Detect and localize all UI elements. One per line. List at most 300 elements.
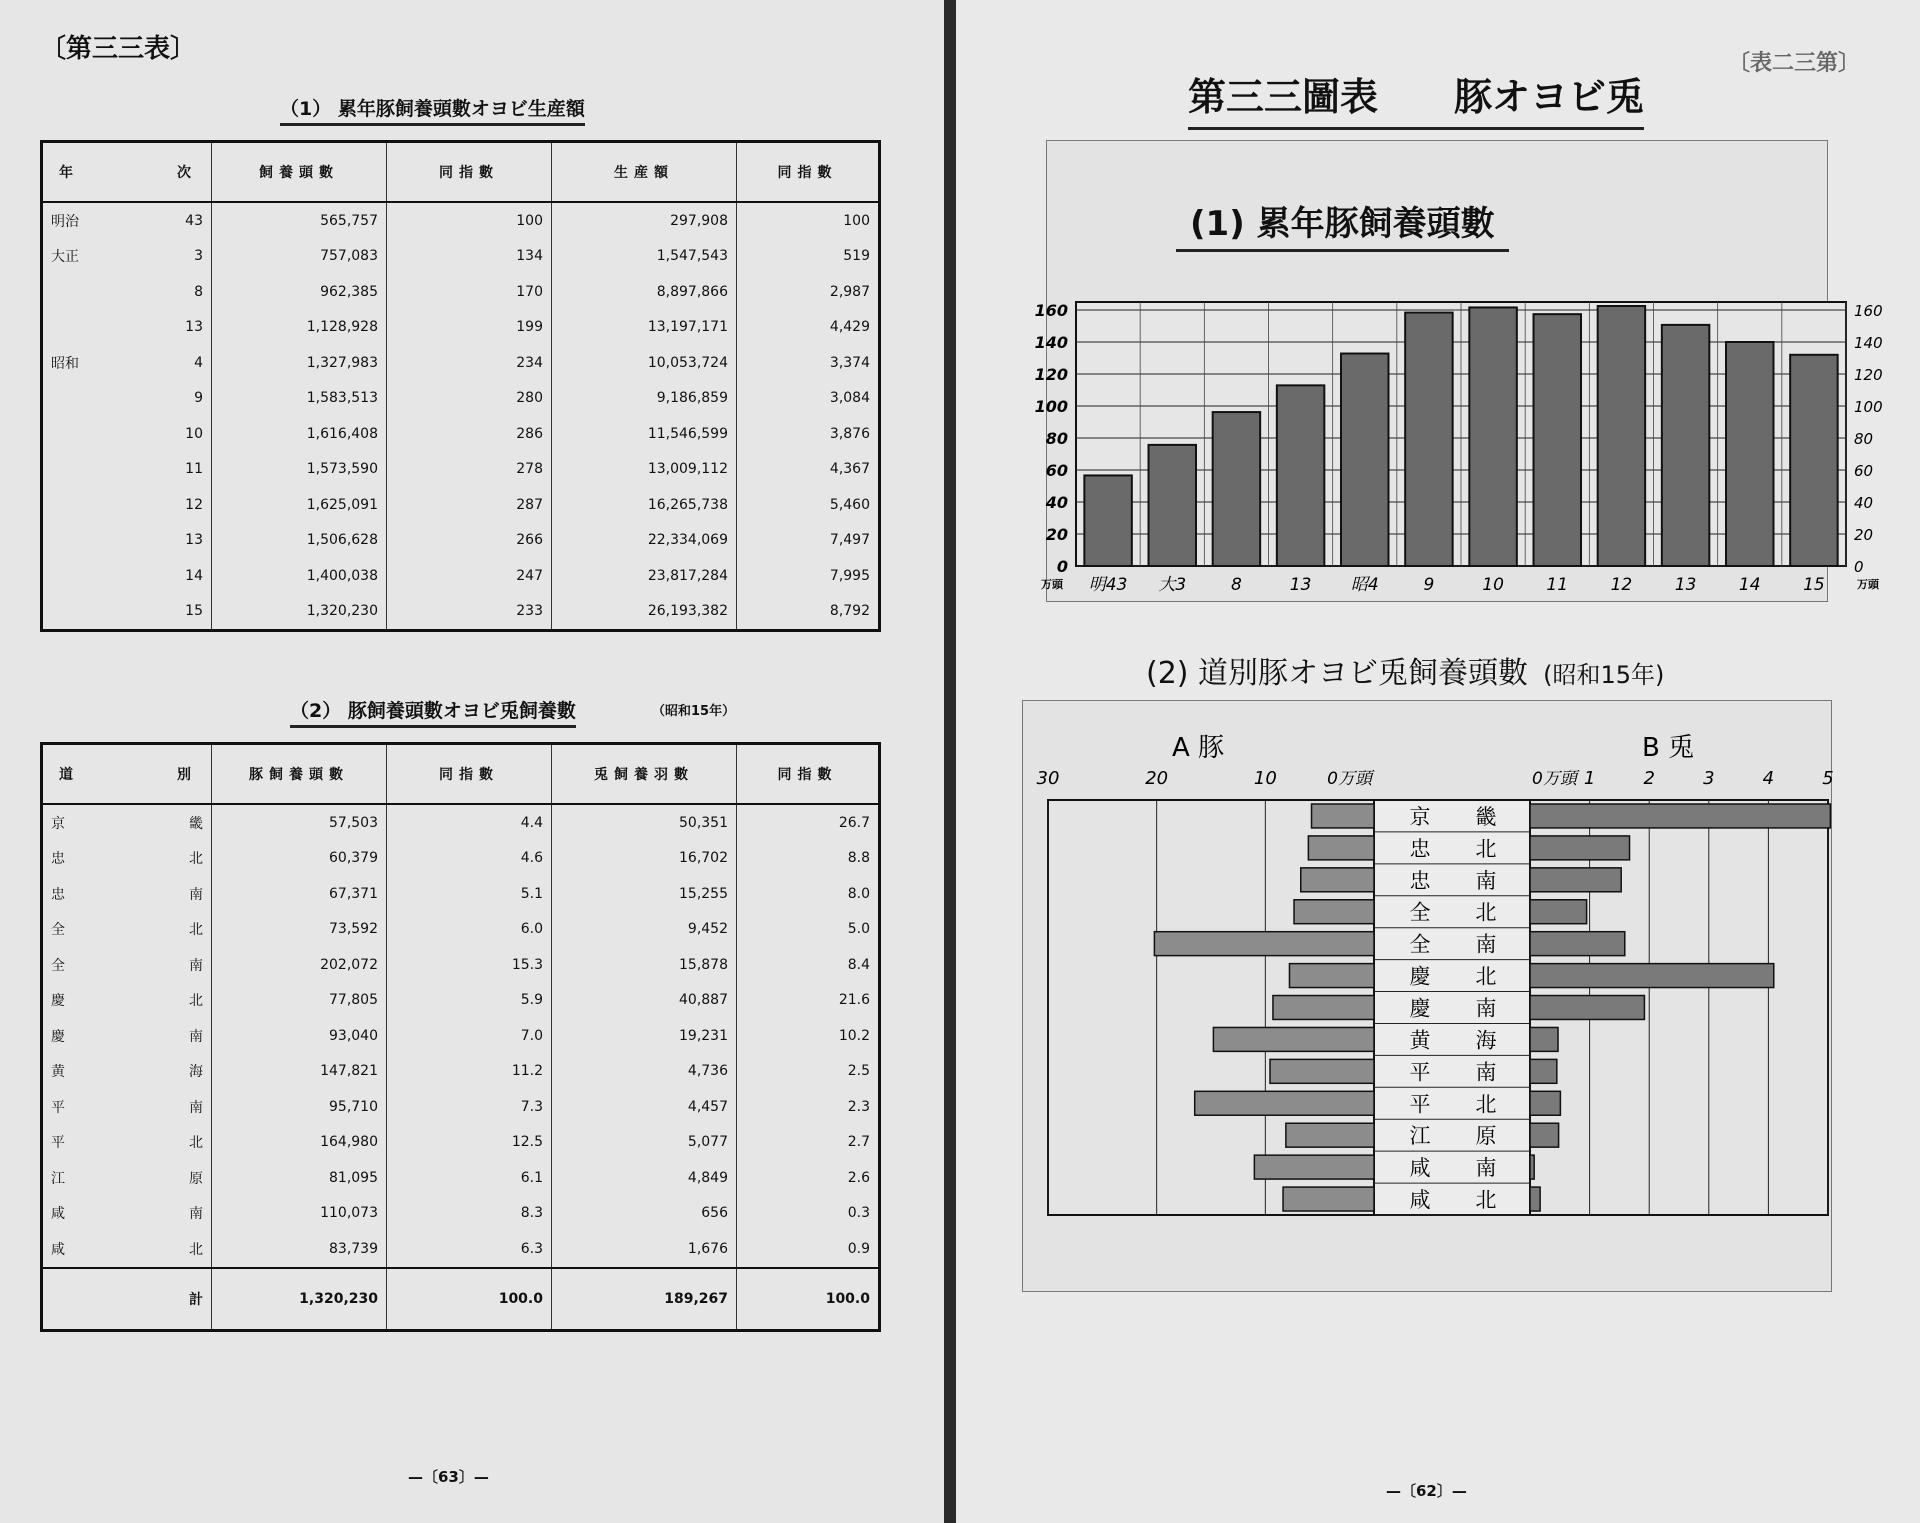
index-cell: 286 [387, 416, 552, 452]
table-row [42, 1231, 880, 1268]
production-cell: 297,908 [552, 202, 737, 239]
province-sub-cell: 海 [189, 1064, 203, 1081]
rabbit-count-cell: 50,351 [552, 804, 737, 841]
chart1-xtick-label: 13 [1674, 575, 1697, 595]
pig-index-cell: 4.6 [387, 841, 552, 877]
chart1-title: (1) 累年豚飼養頭數 [1190, 204, 1495, 244]
head-count-cell: 1,320,230 [212, 594, 387, 631]
province-sub-cell: 南 [189, 957, 203, 974]
year-cell: 12 [185, 496, 203, 513]
rabbit-index-cell: 8.8 [737, 841, 880, 877]
chart1-ytick-label-right: 160 [1854, 302, 1883, 320]
chart1-xtick-label: 昭4 [1350, 575, 1379, 595]
table-row [42, 1160, 880, 1196]
table1-caption: （1） 累年豚飼養頭數オヨビ生産額 [280, 94, 585, 126]
rabbit-index-cell: 2.6 [737, 1160, 880, 1196]
rabbit-index-cell: 8.0 [737, 876, 880, 912]
chart2-pig-bar [1286, 1123, 1374, 1147]
rabbit-count-cell: 5,077 [552, 1125, 737, 1161]
table-row [42, 876, 880, 912]
header-rabbit-index: 同指數 [737, 744, 880, 805]
chart2-category-label: 南 [1475, 996, 1497, 1021]
pig-index-cell: 7.3 [387, 1089, 552, 1125]
rabbit-count-cell: 15,255 [552, 876, 737, 912]
rabbit-index-cell: 10.2 [737, 1018, 880, 1054]
chart2-right-tick-label: 5 [1822, 768, 1834, 789]
head-count-cell: 1,400,038 [212, 558, 387, 594]
chart2-left-tick-label: 30 [1036, 768, 1060, 789]
index2-cell: 100 [737, 202, 880, 239]
pig-index-cell: 8.3 [387, 1196, 552, 1232]
total-label-cell: 計 [132, 1268, 212, 1331]
figure-title: 第三三圖表 豚オヨビ兎 [1188, 66, 1644, 130]
head-count-cell: 1,128,928 [212, 310, 387, 346]
page-number-right: —〔62〕— [1386, 1482, 1467, 1500]
index2-cell: 8,792 [737, 594, 880, 631]
table1 [40, 140, 881, 632]
chart1-ytick-label-right: 80 [1854, 430, 1874, 448]
chart2-category-label: 北 [1475, 900, 1497, 925]
production-cell: 22,334,069 [552, 523, 737, 559]
chart1-ytick-label-left: 20 [1045, 525, 1068, 544]
table-row [42, 345, 880, 381]
pig-count-cell: 202,072 [212, 947, 387, 983]
chart1-xtick-label: 10 [1482, 575, 1504, 595]
province-sub-cell: 北 [189, 851, 203, 868]
chart2-right-tick-label: 1 [1583, 768, 1596, 789]
chart1-bar [1084, 475, 1131, 566]
chart2-svg [1022, 700, 1882, 1220]
table-row [42, 1018, 880, 1054]
header-province: 道 [42, 744, 132, 805]
pig-count-cell: 95,710 [212, 1089, 387, 1125]
chart2-pig-bar [1312, 804, 1374, 828]
province-cell: 京 [51, 815, 65, 832]
chart2-right-unit-label: 0万頭 [1532, 769, 1577, 789]
chart2-category-label: 北 [1475, 964, 1497, 989]
era-cell [42, 594, 132, 631]
head-count-cell: 1,327,983 [212, 345, 387, 381]
chart2-category-label: 咸 [1409, 1156, 1431, 1181]
header-pig-count: 豚飼養頭數 [212, 744, 387, 805]
head-count-cell: 962,385 [212, 274, 387, 310]
chart1-bar [1341, 354, 1388, 566]
year-cell: 11 [185, 461, 203, 478]
chart2-category-label: 全 [1409, 932, 1431, 957]
chart2-rabbit-bar [1530, 996, 1644, 1020]
rabbit-count-cell: 9,452 [552, 912, 737, 948]
chart2-category-label: 南 [1475, 932, 1497, 957]
chart2-pig-bar [1308, 836, 1374, 860]
index-cell: 234 [387, 345, 552, 381]
chart2-rabbit-bar [1530, 1123, 1559, 1147]
chart2-left-tick-label: 20 [1145, 768, 1169, 789]
rabbit-index-cell: 5.0 [737, 912, 880, 948]
table2 [40, 742, 881, 1332]
chart2-category-label: 平 [1409, 1092, 1431, 1117]
head-count-cell: 1,583,513 [212, 381, 387, 417]
province-cell: 咸 [51, 1206, 65, 1223]
year-cell: 14 [185, 567, 203, 584]
chart2-rabbit-bar [1530, 932, 1625, 956]
header-year-sub: 次 [132, 142, 212, 203]
province-cell: 全 [51, 922, 65, 939]
chart2-category-label: 畿 [1475, 804, 1497, 829]
rabbit-index-cell: 2.7 [737, 1125, 880, 1161]
total-pig-cell: 1,320,230 [212, 1268, 387, 1331]
index-cell: 199 [387, 310, 552, 346]
chart1-ytick-label-right: 100 [1854, 398, 1883, 416]
chart1-bar [1149, 445, 1196, 566]
total-blank-cell [42, 1268, 132, 1331]
chart2-category-label: 京 [1409, 804, 1431, 829]
index2-cell: 5,460 [737, 487, 880, 523]
table-row [42, 983, 880, 1019]
chart2-pig-bar [1301, 868, 1374, 892]
pig-count-cell: 60,379 [212, 841, 387, 877]
chart2-pig-bar [1294, 900, 1374, 924]
header-head-count: 飼養頭數 [212, 142, 387, 203]
province-sub-cell: 北 [189, 1135, 203, 1152]
province-sub-cell: 南 [189, 1028, 203, 1045]
chart1-ytick-label-right: 140 [1854, 334, 1883, 352]
province-cell: 忠 [51, 886, 65, 903]
head-count-cell: 757,083 [212, 239, 387, 275]
chart2-category-label: 全 [1409, 900, 1431, 925]
series-b-label: B 兎 [1642, 733, 1695, 763]
chart2-category-label: 黄 [1409, 1028, 1431, 1053]
chart1-ytick-label-left: 120 [1034, 365, 1068, 384]
head-count-cell: 565,757 [212, 202, 387, 239]
production-cell: 10,053,724 [552, 345, 737, 381]
table-row [42, 381, 880, 417]
table-row [42, 523, 880, 559]
head-count-cell: 1,506,628 [212, 523, 387, 559]
index2-cell: 3,084 [737, 381, 880, 417]
chart1-xtick-label: 13 [1289, 575, 1312, 595]
rabbit-count-cell: 4,457 [552, 1089, 737, 1125]
head-count-cell: 1,625,091 [212, 487, 387, 523]
rabbit-count-cell: 4,736 [552, 1054, 737, 1090]
year-cell: 10 [185, 425, 203, 442]
index-cell: 134 [387, 239, 552, 275]
province-sub-cell: 南 [189, 1206, 203, 1223]
pig-index-cell: 6.0 [387, 912, 552, 948]
chart2-category-label: 忠 [1409, 868, 1431, 893]
chart2-pig-bar [1273, 996, 1374, 1020]
index2-cell: 4,367 [737, 452, 880, 488]
index-cell: 170 [387, 274, 552, 310]
index-cell: 278 [387, 452, 552, 488]
rabbit-count-cell: 40,887 [552, 983, 737, 1019]
chart2-category-label: 海 [1475, 1028, 1497, 1053]
era-cell [42, 558, 132, 594]
chart1-ytick-label-left: 100 [1034, 397, 1068, 416]
chart2-rabbit-bar [1530, 1091, 1560, 1115]
province-cell: 忠 [51, 851, 65, 868]
chart1-xtick-label: 15 [1803, 575, 1825, 595]
head-count-cell: 1,573,590 [212, 452, 387, 488]
chart1-ytick-label-right: 120 [1854, 366, 1883, 384]
chart2-rabbit-bar [1530, 1187, 1540, 1211]
pig-index-cell: 5.1 [387, 876, 552, 912]
province-sub-cell: 畿 [189, 815, 203, 832]
production-cell: 11,546,599 [552, 416, 737, 452]
year-cell: 13 [185, 319, 203, 336]
page-number-left: —〔63〕— [408, 1468, 489, 1486]
chart2-rabbit-bar [1530, 964, 1774, 988]
chart1-unit-label-left: 万頭 [1041, 578, 1063, 591]
production-cell: 1,547,543 [552, 239, 737, 275]
table-row [42, 1089, 880, 1125]
table2-caption-note: （昭和15年） [652, 704, 736, 719]
chart2-category-label: 南 [1475, 1156, 1497, 1181]
era-cell [42, 381, 132, 417]
rabbit-index-cell: 0.9 [737, 1231, 880, 1268]
chart2-category-label: 平 [1409, 1060, 1431, 1085]
chart2-label-column [1374, 800, 1530, 1215]
chart2-right-tick-label: 2 [1643, 768, 1655, 789]
pig-index-cell: 4.4 [387, 804, 552, 841]
province-sub-cell: 南 [189, 886, 203, 903]
chart2-pig-bar [1289, 964, 1374, 988]
province-sub-cell: 原 [189, 1170, 203, 1187]
chart2-rabbit-bar [1530, 836, 1630, 860]
chart2-category-label: 咸 [1409, 1188, 1431, 1213]
year-cell: 9 [194, 390, 203, 407]
pig-index-cell: 12.5 [387, 1125, 552, 1161]
table-row [42, 1125, 880, 1161]
table-number-label: 〔第三三表〕 [40, 34, 197, 64]
era-cell: 大正 [51, 249, 79, 266]
rabbit-index-cell: 8.4 [737, 947, 880, 983]
province-sub-cell: 南 [189, 1099, 203, 1116]
chart2-category-label: 北 [1475, 1188, 1497, 1213]
index-cell: 233 [387, 594, 552, 631]
chart2-category-label: 北 [1475, 1092, 1497, 1117]
production-cell: 9,186,859 [552, 381, 737, 417]
chart1-ytick-label-left: 160 [1034, 301, 1068, 320]
rabbit-index-cell: 2.3 [737, 1089, 880, 1125]
chart2-category-label: 原 [1475, 1124, 1497, 1149]
chart1-bar [1598, 306, 1645, 566]
table-row [42, 310, 880, 346]
chart1-ytick-label-left: 140 [1034, 333, 1068, 352]
province-cell: 咸 [51, 1241, 65, 1258]
chart2-pig-bar [1254, 1155, 1374, 1179]
chart2-rabbit-bar [1530, 804, 1830, 828]
year-cell: 4 [194, 354, 203, 371]
chart2-pig-bar [1270, 1059, 1374, 1083]
pig-count-cell: 83,739 [212, 1231, 387, 1268]
chart1-bar [1534, 314, 1581, 566]
table-row [42, 452, 880, 488]
chart2-pig-bar [1195, 1091, 1374, 1115]
table-row [42, 841, 880, 877]
province-sub-cell: 北 [189, 922, 203, 939]
total-pig-index-cell: 100.0 [387, 1268, 552, 1331]
chart2-category-label: 忠 [1409, 836, 1431, 861]
chart2-right-tick-label: 4 [1762, 768, 1775, 789]
chart1-ytick-label-left: 80 [1045, 429, 1068, 448]
book-spine [944, 0, 956, 1523]
right-page [956, 0, 1920, 1523]
chart2-category-label: 慶 [1409, 996, 1431, 1021]
chart1-ytick-label-left: 40 [1045, 493, 1068, 512]
table-row [42, 274, 880, 310]
chart2-rabbit-bar [1530, 900, 1587, 924]
header-index: 同指數 [387, 142, 552, 203]
table-row [42, 416, 880, 452]
era-cell: 明治 [51, 213, 79, 230]
year-cell: 8 [194, 283, 203, 300]
table-row [42, 558, 880, 594]
index-cell: 266 [387, 523, 552, 559]
production-cell: 13,009,112 [552, 452, 737, 488]
chart1-svg [1016, 286, 1896, 602]
chart2-category-label: 江 [1409, 1124, 1431, 1149]
table1-header-row [42, 142, 880, 203]
province-cell: 全 [51, 957, 65, 974]
header-rabbit-count: 兎飼養羽數 [552, 744, 737, 805]
year-cell: 15 [185, 603, 203, 620]
production-cell: 13,197,171 [552, 310, 737, 346]
left-page [0, 0, 944, 1523]
table-row [42, 912, 880, 948]
chart1-xtick-label: 14 [1738, 575, 1761, 595]
pig-index-cell: 5.9 [387, 983, 552, 1019]
chart1-ytick-label-right: 20 [1854, 526, 1874, 544]
index-cell: 100 [387, 202, 552, 239]
chart1-ytick-label-left: 0 [1056, 557, 1068, 576]
header-index-2: 同指數 [737, 142, 880, 203]
era-cell [42, 416, 132, 452]
rabbit-index-cell: 0.3 [737, 1196, 880, 1232]
pig-index-cell: 11.2 [387, 1054, 552, 1090]
rabbit-count-cell: 19,231 [552, 1018, 737, 1054]
production-cell: 26,193,382 [552, 594, 737, 631]
pig-count-cell: 93,040 [212, 1018, 387, 1054]
chart2-title-note: (昭和15年) [1543, 661, 1665, 689]
chart2-right-tick-label: 3 [1703, 768, 1715, 789]
chart2-rabbit-bar [1530, 1155, 1534, 1179]
chart1-bar [1469, 307, 1516, 566]
chart2-category-label: 北 [1475, 836, 1497, 861]
chart1-xtick-label: 12 [1610, 575, 1633, 595]
table-row [42, 487, 880, 523]
pig-count-cell: 73,592 [212, 912, 387, 948]
chart1-bar [1277, 385, 1324, 566]
table2-body [42, 804, 880, 1330]
province-cell: 慶 [51, 1028, 65, 1045]
chart2-rabbit-bar [1530, 868, 1621, 892]
table2-caption: （2） 豚飼養頭數オヨビ兎飼養數 [290, 696, 576, 728]
rabbit-count-cell: 4,849 [552, 1160, 737, 1196]
chart1-ytick-label-right: 0 [1854, 558, 1864, 576]
era-cell [42, 274, 132, 310]
index2-cell: 519 [737, 239, 880, 275]
pig-index-cell: 6.3 [387, 1231, 552, 1268]
province-cell: 慶 [51, 993, 65, 1010]
rabbit-count-cell: 1,676 [552, 1231, 737, 1268]
chart1-bar [1790, 355, 1837, 566]
chart1-bar [1726, 342, 1773, 566]
chart1-unit-label-right: 万頭 [1857, 578, 1879, 591]
header-pig-index: 同指數 [387, 744, 552, 805]
rabbit-index-cell: 26.7 [737, 804, 880, 841]
pig-count-cell: 147,821 [212, 1054, 387, 1090]
province-cell: 平 [51, 1099, 65, 1116]
chart1-title-box [1176, 196, 1509, 252]
index2-cell: 7,995 [737, 558, 880, 594]
series-a-label: A 豚 [1172, 733, 1225, 763]
table-row [42, 239, 880, 275]
province-cell: 平 [51, 1135, 65, 1152]
year-cell: 3 [194, 248, 203, 265]
pig-count-cell: 57,503 [212, 804, 387, 841]
chart2-rabbit-bar [1530, 1059, 1557, 1083]
total-rabbit-index-cell: 100.0 [737, 1268, 880, 1331]
province-cell: 江 [51, 1170, 65, 1187]
table-row [42, 947, 880, 983]
chart1-bar [1213, 412, 1260, 566]
chart1-xtick-label: 明43 [1088, 575, 1128, 595]
table2-header-row [42, 744, 880, 805]
chart2-category-label: 南 [1475, 868, 1497, 893]
pig-index-cell: 15.3 [387, 947, 552, 983]
chart2-left-tick-label: 10 [1253, 768, 1277, 789]
table-row [42, 1196, 880, 1232]
total-row [42, 1268, 880, 1331]
pig-count-cell: 81,095 [212, 1160, 387, 1196]
production-cell: 16,265,738 [552, 487, 737, 523]
province-cell: 黄 [51, 1064, 65, 1081]
pig-count-cell: 110,073 [212, 1196, 387, 1232]
chart2-pig-bar [1154, 932, 1374, 956]
chart2-left-unit-label: 0万頭 [1327, 769, 1372, 789]
rabbit-index-cell: 2.5 [737, 1054, 880, 1090]
pig-count-cell: 67,371 [212, 876, 387, 912]
header-province-sub: 別 [132, 744, 212, 805]
header-production: 生産額 [552, 142, 737, 203]
table-row [42, 804, 880, 841]
header-year: 年 [42, 142, 132, 203]
index2-cell: 7,497 [737, 523, 880, 559]
era-cell: 昭和 [51, 355, 79, 372]
chart2-title: (2) 道別豚オヨビ兎飼養頭數 [1146, 656, 1529, 691]
table-row [42, 594, 880, 631]
chart2-category-label: 南 [1475, 1060, 1497, 1085]
chart1-ytick-label-left: 60 [1045, 461, 1068, 480]
index-cell: 247 [387, 558, 552, 594]
head-count-cell: 1,616,408 [212, 416, 387, 452]
corner-tag: 〔表二三第〕 [1728, 51, 1861, 76]
total-rabbit-cell: 189,267 [552, 1268, 737, 1331]
chart2-title-box [1146, 648, 1664, 692]
chart2-pig-bar [1283, 1187, 1374, 1211]
year-cell: 43 [185, 212, 203, 229]
chart2-rabbit-bar [1530, 1027, 1558, 1051]
chart1-xtick-label: 大3 [1158, 575, 1187, 595]
table1-body [42, 202, 880, 631]
pig-index-cell: 7.0 [387, 1018, 552, 1054]
year-cell: 13 [185, 532, 203, 549]
chart1-xtick-label: 8 [1231, 575, 1242, 595]
production-cell: 8,897,866 [552, 274, 737, 310]
index2-cell: 3,374 [737, 345, 880, 381]
pig-index-cell: 6.1 [387, 1160, 552, 1196]
chart1-xtick-label: 11 [1546, 575, 1569, 595]
